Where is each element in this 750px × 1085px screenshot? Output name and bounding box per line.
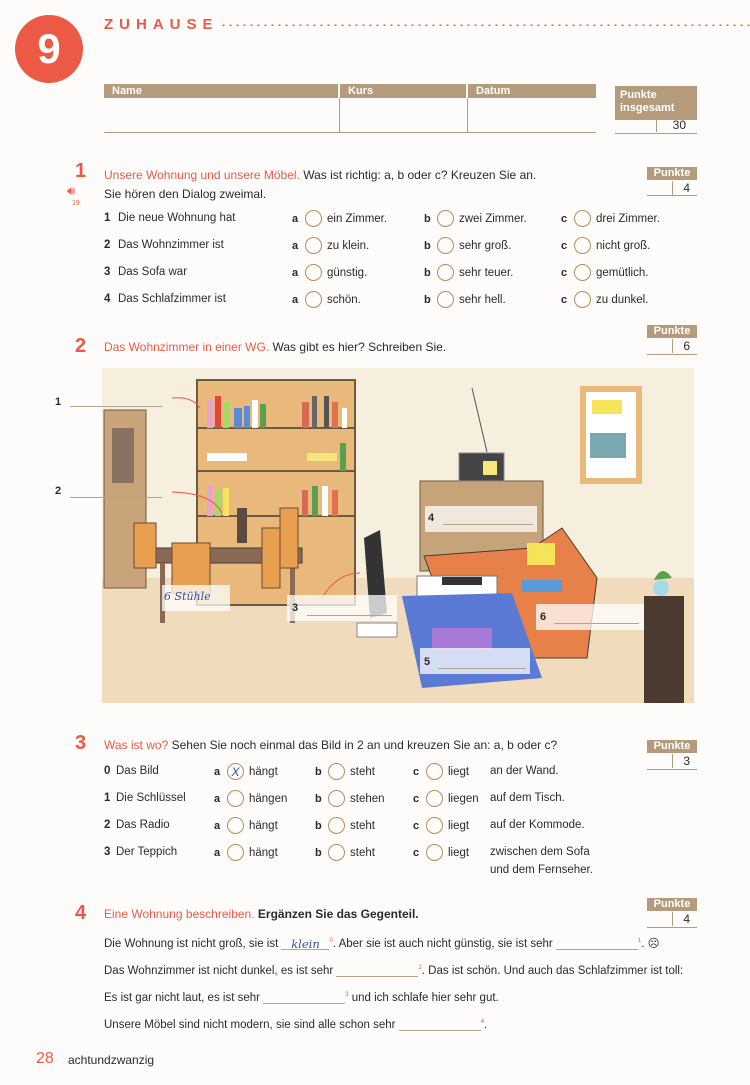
divider — [104, 132, 596, 133]
exercise-1-title — [104, 168, 536, 182]
checkbox-circle[interactable] — [426, 844, 443, 861]
sentence-text: . ☹ — [641, 938, 660, 950]
total-points-header — [615, 86, 697, 120]
exercise-4-instruction: Ergänzen Sie das Gegenteil. — [257, 907, 419, 921]
exercise-4-points: 4 — [683, 912, 690, 926]
question-number: 0 — [104, 765, 111, 777]
option-text: steht — [350, 819, 375, 832]
option-letter: a — [214, 765, 221, 778]
exercise-4-number: 4 — [75, 902, 87, 924]
option-b[interactable] — [424, 237, 511, 254]
checkbox-circle[interactable] — [426, 763, 443, 780]
option-letter: a — [292, 212, 299, 225]
option-text: ein Zimmer. — [327, 212, 388, 225]
picture-label-1: 1 — [55, 396, 62, 408]
audio-speaker-icon[interactable]: 🔊︎ — [67, 183, 76, 198]
option-letter: a — [214, 792, 221, 805]
option-b[interactable] — [315, 790, 385, 807]
checkbox-circle[interactable] — [328, 817, 345, 834]
datum-input[interactable] — [468, 98, 596, 132]
checkbox-circle[interactable] — [437, 291, 454, 308]
living-room-drawing — [102, 368, 694, 703]
answer-blank-1[interactable] — [70, 406, 162, 407]
option-a[interactable] — [292, 264, 367, 281]
option-text: liegt — [448, 819, 470, 832]
exercise-4-title — [104, 907, 419, 921]
answer-blank-ex4-1[interactable] — [556, 937, 638, 950]
option-text: zu dunkel. — [596, 293, 649, 306]
sentence-text: . Das ist schön. Und auch das Schlafzimmer ist toll: — [421, 965, 684, 977]
divider — [656, 118, 657, 132]
answer-blank-5[interactable] — [438, 668, 526, 669]
checkbox-circle[interactable] — [305, 291, 322, 308]
datum-field-header: Datum — [468, 84, 596, 98]
blank-number: 2 — [418, 965, 422, 972]
checkbox-circle[interactable] — [227, 790, 244, 807]
sentence-ending-line-2: und dem Fernseher. — [490, 864, 593, 876]
sentence-text: Unsere Möbel sind nicht modern, sie sind alle schon sehr — [104, 1019, 396, 1031]
page-number: 28 — [36, 1050, 54, 1067]
option-a[interactable] — [292, 210, 387, 227]
exercise-2-title-red: Das Wohnzimmer in einer WG. — [104, 340, 270, 354]
option-text: hängt — [249, 765, 278, 778]
option-text: sehr teuer. — [459, 266, 514, 279]
punkte-label: Punkte — [647, 325, 697, 338]
option-c[interactable] — [561, 237, 650, 254]
checkbox-circle[interactable] — [305, 264, 322, 281]
option-text: hängen — [249, 792, 288, 805]
answer-blank-6[interactable] — [554, 623, 639, 624]
option-text: drei Zimmer. — [596, 212, 660, 225]
option-c[interactable] — [413, 844, 469, 861]
total-points-label-2: insgesamt — [620, 102, 675, 114]
sentence-text: und ich schlafe hier sehr gut. — [348, 992, 499, 1004]
option-b[interactable] — [424, 291, 506, 308]
exercise-3-points: 3 — [683, 754, 690, 768]
question-text: Das Wohnzimmer ist — [118, 239, 224, 251]
exercise-4-line-2 — [104, 964, 683, 977]
option-text: schön. — [327, 293, 361, 306]
question-text: Das Sofa war — [118, 266, 188, 278]
example-answer-field: klein — [281, 937, 329, 950]
checkbox-circle[interactable] — [426, 790, 443, 807]
option-a[interactable] — [292, 237, 369, 254]
sentence-text: Das Wohnzimmer ist nicht dunkel, es ist sehr — [104, 965, 334, 977]
option-c[interactable] — [413, 817, 469, 834]
example-cross-mark: X — [231, 764, 240, 779]
option-letter: a — [214, 846, 221, 859]
option-letter: c — [413, 792, 420, 805]
exercise-2-points: 6 — [683, 339, 690, 353]
checkbox-circle[interactable] — [437, 237, 454, 254]
divider — [647, 769, 697, 770]
exercise-2-instruction: Was gibt es hier? Schreiben Sie. — [272, 340, 447, 354]
picture-answer-box-4[interactable] — [425, 506, 537, 532]
sentence-text: . Aber sie ist auch nicht günstig, sie ist sehr — [332, 938, 553, 950]
exercise-2-number: 2 — [75, 335, 87, 357]
picture-label-4: 4 — [428, 512, 435, 524]
checkbox-circle[interactable] — [437, 210, 454, 227]
total-points-label: Punkte — [620, 89, 657, 101]
exercise-3-instruction: Sehen Sie noch einmal das Bild in 2 an und kreuzen Sie an: a, b oder c? — [171, 738, 558, 752]
picture-answer-box-example — [162, 585, 230, 611]
question-text: Das Schlafzimmer ist — [118, 293, 226, 305]
kurs-field-header: Kurs — [340, 84, 466, 98]
option-a[interactable] — [214, 790, 287, 807]
answer-blank-ex4-4[interactable] — [399, 1018, 481, 1031]
blank-number: 0 — [329, 938, 333, 945]
sentence-text: Die Wohnung ist nicht groß, sie ist — [104, 938, 279, 950]
checkbox-circle[interactable] — [328, 790, 345, 807]
option-a[interactable] — [214, 844, 278, 861]
question-number: 3 — [104, 266, 111, 278]
option-a[interactable] — [214, 817, 278, 834]
option-a[interactable] — [214, 763, 278, 780]
checkbox-circle[interactable] — [328, 844, 345, 861]
exercise-2-title — [104, 340, 446, 354]
option-text: hängt — [249, 819, 278, 832]
option-c[interactable] — [413, 763, 469, 780]
checkbox-circle[interactable] — [437, 264, 454, 281]
exercise-4-line-3 — [104, 991, 499, 1004]
punkte-label: Punkte — [647, 898, 697, 911]
divider — [647, 195, 697, 196]
option-letter: b — [424, 266, 431, 279]
dotted-rule — [220, 24, 750, 26]
sentence-ending: an der Wand. — [490, 765, 559, 777]
exercise-3-number: 3 — [75, 732, 87, 754]
picture-label-3: 3 — [292, 602, 299, 614]
option-text: liegt — [448, 846, 470, 859]
kurs-input[interactable] — [340, 98, 466, 132]
option-letter: c — [561, 239, 568, 252]
option-text: hängt — [249, 846, 278, 859]
option-text: nicht groß. — [596, 239, 651, 252]
option-a[interactable] — [292, 291, 361, 308]
option-letter: c — [413, 765, 420, 778]
page-number-word: achtundzwanzig — [68, 1053, 155, 1067]
question-number: 2 — [104, 819, 111, 831]
question-text: Das Bild — [116, 765, 159, 777]
question-text: Das Radio — [116, 819, 170, 831]
sentence-ending: zwischen dem Sofa — [490, 846, 590, 858]
sentence-ending: auf der Kommode. — [490, 819, 585, 831]
picture-answer-box-6[interactable] — [536, 604, 644, 630]
picture-answer-box-3[interactable] — [287, 595, 397, 621]
name-field-header: Name — [104, 84, 338, 98]
picture-label-5: 5 — [424, 656, 431, 668]
option-c[interactable] — [561, 264, 648, 281]
exercise-4-line-4 — [104, 1018, 487, 1031]
exercise-1-subtitle: Sie hören den Dialog zweimal. — [104, 187, 267, 201]
option-c[interactable] — [413, 790, 479, 807]
question-number: 3 — [104, 846, 111, 858]
blank-number: 4 — [480, 1019, 485, 1026]
living-room-illustration — [102, 368, 694, 703]
name-input[interactable] — [104, 98, 338, 132]
option-letter: c — [561, 293, 568, 306]
option-text: liegen — [448, 792, 479, 805]
option-text: sehr hell. — [459, 293, 506, 306]
answer-blank-ex4-3[interactable] — [263, 991, 345, 1004]
option-text: stehen — [350, 792, 385, 805]
option-text: sehr groß. — [459, 239, 512, 252]
option-letter: c — [413, 846, 420, 859]
divider — [647, 927, 697, 928]
question-number: 2 — [104, 239, 111, 251]
question-number: 1 — [104, 792, 111, 804]
checkbox-circle[interactable] — [426, 817, 443, 834]
checkbox-circle[interactable] — [227, 763, 244, 780]
exercise-3-title-red: Was ist wo? — [104, 738, 169, 752]
option-letter: b — [424, 293, 431, 306]
option-text: steht — [350, 765, 375, 778]
option-b[interactable] — [315, 817, 375, 834]
checkbox-circle[interactable] — [574, 264, 591, 281]
chapter-title: ZUHAUSE — [104, 16, 219, 33]
option-letter: a — [292, 293, 299, 306]
picture-label-6: 6 — [540, 611, 547, 623]
exercise-1-number: 1 — [75, 160, 87, 182]
question-number: 1 — [104, 212, 111, 224]
divider — [647, 354, 697, 355]
option-c[interactable] — [561, 210, 660, 227]
divider — [467, 98, 468, 132]
option-b[interactable] — [424, 264, 513, 281]
blank-number: 3 — [345, 992, 349, 999]
option-letter: b — [315, 765, 322, 778]
option-b[interactable] — [315, 763, 375, 780]
option-letter: b — [315, 846, 322, 859]
exercise-1-instruction: Was ist richtig: a, b oder c? Kreuzen Sie an. — [303, 168, 537, 182]
option-b[interactable] — [315, 844, 375, 861]
option-text: gemütlich. — [596, 266, 649, 279]
exercise-1-title-red: Unsere Wohnung und unsere Möbel. — [104, 168, 300, 182]
example-answer-chairs: 6 Stühle — [164, 590, 211, 603]
option-letter: a — [214, 819, 221, 832]
punkte-label: Punkte — [647, 167, 697, 180]
checkbox-circle[interactable] — [574, 237, 591, 254]
divider — [615, 133, 697, 134]
blank-number: 1 — [637, 938, 642, 945]
sentence-ending: auf dem Tisch. — [490, 792, 565, 804]
sentence-text: . — [484, 1019, 488, 1031]
total-points-value: 30 — [672, 118, 686, 132]
question-text: Die Schlüssel — [116, 792, 186, 804]
audio-track-number: 19 — [72, 200, 80, 207]
option-letter: b — [424, 239, 431, 252]
answer-blank-2[interactable] — [70, 497, 162, 498]
punkte-label: Punkte — [647, 740, 697, 753]
option-text: steht — [350, 846, 375, 859]
exercise-1-points: 4 — [683, 181, 690, 195]
option-letter: a — [292, 239, 299, 252]
option-text: zu klein. — [327, 239, 370, 252]
question-text: Der Teppich — [116, 846, 178, 858]
exercise-4-title-red: Eine Wohnung beschreiben. — [104, 907, 255, 921]
checkbox-circle[interactable] — [574, 291, 591, 308]
option-letter: b — [424, 212, 431, 225]
option-letter: c — [413, 819, 420, 832]
checkbox-circle[interactable] — [305, 237, 322, 254]
option-text: günstig. — [327, 266, 368, 279]
question-text: Die neue Wohnung hat — [118, 212, 236, 224]
option-text: liegt — [448, 765, 470, 778]
checkbox-circle[interactable] — [227, 817, 244, 834]
option-text: zwei Zimmer. — [459, 212, 527, 225]
picture-label-2: 2 — [55, 485, 62, 497]
answer-blank-ex4-2[interactable] — [336, 964, 418, 977]
exercise-4-line-1 — [104, 936, 660, 950]
option-letter: a — [292, 266, 299, 279]
question-number: 4 — [104, 293, 111, 305]
option-c[interactable] — [561, 291, 648, 308]
option-b[interactable] — [424, 210, 527, 227]
picture-answer-box-5[interactable] — [420, 648, 530, 674]
checkbox-circle[interactable] — [305, 210, 322, 227]
option-letter: b — [315, 819, 322, 832]
checkbox-circle[interactable] — [227, 844, 244, 861]
chapter-number-badge: 9 — [15, 15, 83, 83]
answer-blank-3[interactable] — [307, 615, 392, 616]
sentence-text: Es ist gar nicht laut, es ist sehr — [104, 992, 260, 1004]
checkbox-circle[interactable] — [328, 763, 345, 780]
option-letter: b — [315, 792, 322, 805]
divider — [339, 98, 340, 132]
checkbox-circle[interactable] — [574, 210, 591, 227]
option-letter: c — [561, 212, 568, 225]
option-letter: c — [561, 266, 568, 279]
answer-blank-4[interactable] — [443, 524, 533, 525]
exercise-3-title — [104, 738, 557, 752]
